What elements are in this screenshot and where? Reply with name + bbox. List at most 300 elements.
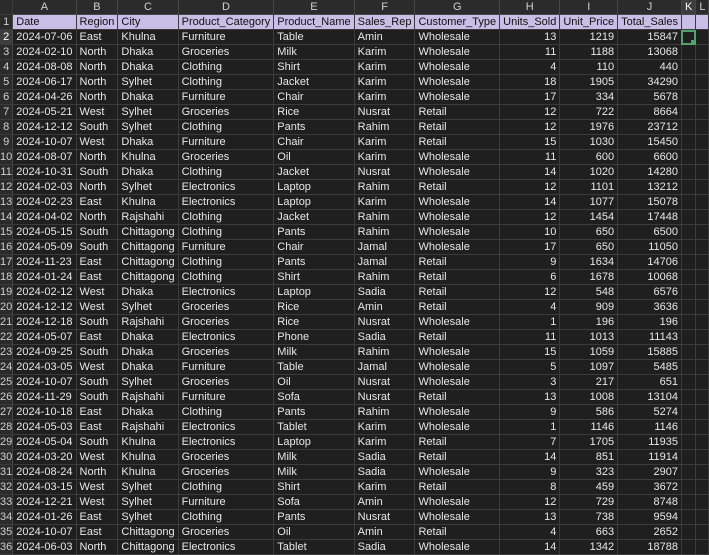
cell-c34[interactable]: Sylhet <box>118 510 178 525</box>
cell-h2[interactable]: 13 <box>500 30 560 45</box>
cell-j32[interactable]: 3672 <box>618 480 682 495</box>
row-header[interactable]: 31 <box>0 466 13 478</box>
column-header-j[interactable]: J <box>618 0 682 15</box>
cell-l32[interactable] <box>696 480 709 495</box>
cell-b25[interactable]: South <box>76 375 118 390</box>
cell-l24[interactable] <box>696 360 709 375</box>
cell-d12[interactable]: Electronics <box>178 180 274 195</box>
cell-k36[interactable] <box>681 540 695 555</box>
cell-h31[interactable]: 9 <box>500 465 560 480</box>
cell-b19[interactable]: West <box>76 285 118 300</box>
cell-j19[interactable]: 6576 <box>618 285 682 300</box>
cell-a28[interactable]: 2024-05-03 <box>13 420 76 435</box>
cell-d14[interactable]: Clothing <box>178 210 274 225</box>
cell-h30[interactable]: 14 <box>500 450 560 465</box>
cell-i4[interactable]: 110 <box>560 60 618 75</box>
column-header-e[interactable]: E <box>274 0 354 15</box>
cell-g36[interactable]: Wholesale <box>415 540 500 555</box>
cell-c12[interactable]: Sylhet <box>118 180 178 195</box>
cell-f17[interactable]: Jamal <box>354 255 415 270</box>
cell-j9[interactable]: 15450 <box>618 135 682 150</box>
cell-h21[interactable]: 1 <box>500 315 560 330</box>
cell-i1[interactable]: Unit_Price <box>560 15 618 30</box>
row-header[interactable]: 9 <box>0 135 13 150</box>
cell-d24[interactable]: Furniture <box>178 360 274 375</box>
cell-e22[interactable]: Phone <box>274 330 354 345</box>
cell-c28[interactable]: Rajshahi <box>118 420 178 435</box>
cell-f23[interactable]: Rahim <box>354 345 415 360</box>
cell-d10[interactable]: Groceries <box>178 150 274 165</box>
cell-i29[interactable]: 1705 <box>560 435 618 450</box>
cell-f1[interactable]: Sales_Rep <box>354 15 415 30</box>
cell-h20[interactable]: 4 <box>500 300 560 315</box>
cell-k28[interactable] <box>681 420 695 435</box>
cell-a2[interactable]: 2024-07-06 <box>13 30 76 45</box>
cell-a32[interactable]: 2024-03-15 <box>13 480 76 495</box>
cell-f12[interactable]: Rahim <box>354 180 415 195</box>
cell-l20[interactable] <box>696 300 709 315</box>
cell-b14[interactable]: North <box>76 210 118 225</box>
cell-d23[interactable]: Groceries <box>178 345 274 360</box>
cell-g22[interactable]: Retail <box>415 330 500 345</box>
cell-h18[interactable]: 6 <box>500 270 560 285</box>
cell-h15[interactable]: 10 <box>500 225 560 240</box>
cell-j35[interactable]: 2652 <box>618 525 682 540</box>
cell-h23[interactable]: 15 <box>500 345 560 360</box>
cell-j14[interactable]: 17448 <box>618 210 682 225</box>
cell-k8[interactable] <box>681 120 695 135</box>
cell-g16[interactable]: Wholesale <box>415 240 500 255</box>
cell-e30[interactable]: Milk <box>274 450 354 465</box>
cell-h7[interactable]: 12 <box>500 105 560 120</box>
cell-f32[interactable]: Karim <box>354 480 415 495</box>
cell-k11[interactable] <box>681 165 695 180</box>
cell-b8[interactable]: South <box>76 120 118 135</box>
cell-a12[interactable]: 2024-02-03 <box>13 180 76 195</box>
cell-l10[interactable] <box>696 150 709 165</box>
cell-k31[interactable] <box>681 465 695 480</box>
cell-k6[interactable] <box>681 90 695 105</box>
cell-d5[interactable]: Clothing <box>178 75 274 90</box>
cell-i18[interactable]: 1678 <box>560 270 618 285</box>
cell-f9[interactable]: Karim <box>354 135 415 150</box>
cell-b29[interactable]: South <box>76 435 118 450</box>
cell-b5[interactable]: North <box>76 75 118 90</box>
cell-e25[interactable]: Oil <box>274 375 354 390</box>
cell-d34[interactable]: Clothing <box>178 510 274 525</box>
cell-g3[interactable]: Wholesale <box>415 45 500 60</box>
cell-b34[interactable]: East <box>76 510 118 525</box>
cell-b27[interactable]: East <box>76 405 118 420</box>
cell-k12[interactable] <box>681 180 695 195</box>
cell-g1[interactable]: Customer_Type <box>415 15 500 30</box>
cell-b2[interactable]: East <box>76 30 118 45</box>
cell-b17[interactable]: East <box>76 255 118 270</box>
cell-l1[interactable] <box>696 15 709 30</box>
cell-f10[interactable]: Karim <box>354 150 415 165</box>
cell-j17[interactable]: 14706 <box>618 255 682 270</box>
cell-i26[interactable]: 1008 <box>560 390 618 405</box>
cell-a31[interactable]: 2024-08-24 <box>13 465 76 480</box>
cell-k15[interactable] <box>681 225 695 240</box>
cell-j24[interactable]: 5485 <box>618 360 682 375</box>
cell-e20[interactable]: Rice <box>274 300 354 315</box>
cell-d30[interactable]: Groceries <box>178 450 274 465</box>
row-header[interactable]: 17 <box>0 256 13 268</box>
cell-k7[interactable] <box>681 105 695 120</box>
cell-h24[interactable]: 5 <box>500 360 560 375</box>
cell-g32[interactable]: Retail <box>415 480 500 495</box>
cell-k24[interactable] <box>681 360 695 375</box>
cell-g4[interactable]: Wholesale <box>415 60 500 75</box>
cell-l14[interactable] <box>696 210 709 225</box>
cell-h6[interactable]: 17 <box>500 90 560 105</box>
cell-c25[interactable]: Sylhet <box>118 375 178 390</box>
cell-j18[interactable]: 10068 <box>618 270 682 285</box>
cell-b4[interactable]: North <box>76 60 118 75</box>
cell-f34[interactable]: Nusrat <box>354 510 415 525</box>
cell-c33[interactable]: Sylhet <box>118 495 178 510</box>
cell-i20[interactable]: 909 <box>560 300 618 315</box>
cell-g35[interactable]: Retail <box>415 525 500 540</box>
cell-a1[interactable]: Date <box>13 15 76 30</box>
row-header[interactable]: 5 <box>0 75 13 90</box>
row-header[interactable]: 33 <box>0 496 13 508</box>
cell-e29[interactable]: Laptop <box>274 435 354 450</box>
row-header[interactable]: 13 <box>0 196 13 208</box>
cell-a23[interactable]: 2024-09-25 <box>13 345 76 360</box>
cell-e5[interactable]: Jacket <box>274 75 354 90</box>
cell-k22[interactable] <box>681 330 695 345</box>
cell-k26[interactable] <box>681 390 695 405</box>
cell-j34[interactable]: 9594 <box>618 510 682 525</box>
row-header[interactable]: 2 <box>0 30 13 45</box>
cell-j23[interactable]: 15885 <box>618 345 682 360</box>
cell-h9[interactable]: 15 <box>500 135 560 150</box>
cell-l9[interactable] <box>696 135 709 150</box>
cell-g13[interactable]: Wholesale <box>415 195 500 210</box>
cell-j6[interactable]: 5678 <box>618 90 682 105</box>
cell-l19[interactable] <box>696 285 709 300</box>
cell-l30[interactable] <box>696 450 709 465</box>
cell-d36[interactable]: Electronics <box>178 540 274 555</box>
column-header-g[interactable]: G <box>415 0 500 15</box>
cell-a22[interactable]: 2024-05-07 <box>13 330 76 345</box>
cell-l33[interactable] <box>696 495 709 510</box>
cell-e14[interactable]: Jacket <box>274 210 354 225</box>
cell-c4[interactable]: Dhaka <box>118 60 178 75</box>
cell-c17[interactable]: Chittagong <box>118 255 178 270</box>
cell-b9[interactable]: West <box>76 135 118 150</box>
cell-a5[interactable]: 2024-06-17 <box>13 75 76 90</box>
cell-l5[interactable] <box>696 75 709 90</box>
cell-k27[interactable] <box>681 405 695 420</box>
cell-h8[interactable]: 12 <box>500 120 560 135</box>
cell-j20[interactable]: 3636 <box>618 300 682 315</box>
cell-h16[interactable]: 17 <box>500 240 560 255</box>
column-header-i[interactable]: I <box>560 0 618 15</box>
cell-i9[interactable]: 1030 <box>560 135 618 150</box>
cell-d33[interactable]: Furniture <box>178 495 274 510</box>
cell-g20[interactable]: Retail <box>415 300 500 315</box>
cell-f27[interactable]: Rahim <box>354 405 415 420</box>
cell-h13[interactable]: 14 <box>500 195 560 210</box>
cell-a30[interactable]: 2024-03-20 <box>13 450 76 465</box>
cell-c32[interactable]: Sylhet <box>118 480 178 495</box>
cell-f36[interactable]: Sadia <box>354 540 415 555</box>
cell-i5[interactable]: 1905 <box>560 75 618 90</box>
cell-k32[interactable] <box>681 480 695 495</box>
cell-h35[interactable]: 4 <box>500 525 560 540</box>
cell-i8[interactable]: 1976 <box>560 120 618 135</box>
cell-j21[interactable]: 196 <box>618 315 682 330</box>
cell-a9[interactable]: 2024-10-07 <box>13 135 76 150</box>
cell-b36[interactable]: North <box>76 540 118 555</box>
cell-h34[interactable]: 13 <box>500 510 560 525</box>
cell-d21[interactable]: Groceries <box>178 315 274 330</box>
cell-l28[interactable] <box>696 420 709 435</box>
column-header-c[interactable]: C <box>118 0 178 15</box>
cell-b31[interactable]: North <box>76 465 118 480</box>
cell-e26[interactable]: Sofa <box>274 390 354 405</box>
cell-i36[interactable]: 1342 <box>560 540 618 555</box>
cell-b1[interactable]: Region <box>76 15 118 30</box>
row-header[interactable]: 35 <box>0 526 13 538</box>
cell-g9[interactable]: Retail <box>415 135 500 150</box>
cell-b26[interactable]: South <box>76 390 118 405</box>
cell-l34[interactable] <box>696 510 709 525</box>
row-header[interactable]: 6 <box>0 90 13 105</box>
cell-a6[interactable]: 2024-04-26 <box>13 90 76 105</box>
cell-e7[interactable]: Rice <box>274 105 354 120</box>
cell-c18[interactable]: Chittagong <box>118 270 178 285</box>
cell-a36[interactable]: 2024-06-03 <box>13 540 76 555</box>
cell-d27[interactable]: Clothing <box>178 405 274 420</box>
cell-k25[interactable] <box>681 375 695 390</box>
cell-h25[interactable]: 3 <box>500 375 560 390</box>
cell-b7[interactable]: West <box>76 105 118 120</box>
cell-e4[interactable]: Shirt <box>274 60 354 75</box>
cell-i25[interactable]: 217 <box>560 375 618 390</box>
cell-e16[interactable]: Chair <box>274 240 354 255</box>
cell-j26[interactable]: 13104 <box>618 390 682 405</box>
cell-k30[interactable] <box>681 450 695 465</box>
cell-d4[interactable]: Clothing <box>178 60 274 75</box>
cell-a29[interactable]: 2024-05-04 <box>13 435 76 450</box>
row-header[interactable]: 4 <box>0 60 13 75</box>
row-header[interactable]: 24 <box>0 361 13 373</box>
cell-f7[interactable]: Nusrat <box>354 105 415 120</box>
cell-e23[interactable]: Milk <box>274 345 354 360</box>
cell-e11[interactable]: Jacket <box>274 165 354 180</box>
cell-k5[interactable] <box>681 75 695 90</box>
cell-b16[interactable]: South <box>76 240 118 255</box>
cell-j3[interactable]: 13068 <box>618 45 682 60</box>
cell-c2[interactable]: Khulna <box>118 30 178 45</box>
cell-i15[interactable]: 650 <box>560 225 618 240</box>
cell-l23[interactable] <box>696 345 709 360</box>
cell-f13[interactable]: Karim <box>354 195 415 210</box>
cell-g28[interactable]: Wholesale <box>415 420 500 435</box>
cell-h22[interactable]: 11 <box>500 330 560 345</box>
cell-d8[interactable]: Clothing <box>178 120 274 135</box>
cell-l7[interactable] <box>696 105 709 120</box>
cell-a4[interactable]: 2024-08-08 <box>13 60 76 75</box>
cell-f24[interactable]: Jamal <box>354 360 415 375</box>
cell-e36[interactable]: Tablet <box>274 540 354 555</box>
cell-c29[interactable]: Khulna <box>118 435 178 450</box>
cell-g33[interactable]: Wholesale <box>415 495 500 510</box>
row-header[interactable]: 18 <box>0 271 13 283</box>
cell-k34[interactable] <box>681 510 695 525</box>
cell-k18[interactable] <box>681 270 695 285</box>
cell-l26[interactable] <box>696 390 709 405</box>
cell-e33[interactable]: Sofa <box>274 495 354 510</box>
cell-l13[interactable] <box>696 195 709 210</box>
cell-g30[interactable]: Retail <box>415 450 500 465</box>
cell-l11[interactable] <box>696 165 709 180</box>
cell-a20[interactable]: 2024-12-12 <box>13 300 76 315</box>
cell-j4[interactable]: 440 <box>618 60 682 75</box>
cell-a26[interactable]: 2024-11-29 <box>13 390 76 405</box>
cell-e13[interactable]: Laptop <box>274 195 354 210</box>
cell-a34[interactable]: 2024-01-26 <box>13 510 76 525</box>
cell-f11[interactable]: Nusrat <box>354 165 415 180</box>
row-header[interactable]: 21 <box>0 316 13 328</box>
row-header[interactable]: 34 <box>0 511 13 523</box>
cell-l36[interactable] <box>696 540 709 555</box>
cell-b20[interactable]: West <box>76 300 118 315</box>
cell-i21[interactable]: 196 <box>560 315 618 330</box>
cell-f6[interactable]: Karim <box>354 90 415 105</box>
cell-i19[interactable]: 548 <box>560 285 618 300</box>
cell-j36[interactable]: 18788 <box>618 540 682 555</box>
column-header-k[interactable]: K <box>681 0 695 15</box>
cell-i6[interactable]: 334 <box>560 90 618 105</box>
cell-l25[interactable] <box>696 375 709 390</box>
cell-j11[interactable]: 14280 <box>618 165 682 180</box>
cell-c1[interactable]: City <box>118 15 178 30</box>
cell-a17[interactable]: 2024-11-23 <box>13 255 76 270</box>
cell-i23[interactable]: 1059 <box>560 345 618 360</box>
row-header[interactable]: 27 <box>0 406 13 418</box>
row-header[interactable]: 32 <box>0 481 13 493</box>
cell-c36[interactable]: Chittagong <box>118 540 178 555</box>
cell-i30[interactable]: 851 <box>560 450 618 465</box>
cell-f26[interactable]: Nusrat <box>354 390 415 405</box>
cell-f20[interactable]: Amin <box>354 300 415 315</box>
cell-k21[interactable] <box>681 315 695 330</box>
cell-f31[interactable]: Sadia <box>354 465 415 480</box>
cell-h12[interactable]: 12 <box>500 180 560 195</box>
cell-e35[interactable]: Oil <box>274 525 354 540</box>
cell-l35[interactable] <box>696 525 709 540</box>
cell-i34[interactable]: 738 <box>560 510 618 525</box>
cell-c35[interactable]: Chittagong <box>118 525 178 540</box>
column-header-h[interactable]: H <box>500 0 560 15</box>
cell-d35[interactable]: Groceries <box>178 525 274 540</box>
cell-j27[interactable]: 5274 <box>618 405 682 420</box>
cell-h3[interactable]: 11 <box>500 45 560 60</box>
cell-e27[interactable]: Pants <box>274 405 354 420</box>
cell-j15[interactable]: 6500 <box>618 225 682 240</box>
cell-g18[interactable]: Retail <box>415 270 500 285</box>
cell-b13[interactable]: East <box>76 195 118 210</box>
cell-g26[interactable]: Retail <box>415 390 500 405</box>
cell-e28[interactable]: Tablet <box>274 420 354 435</box>
cell-d13[interactable]: Electronics <box>178 195 274 210</box>
cell-c22[interactable]: Dhaka <box>118 330 178 345</box>
cell-h33[interactable]: 12 <box>500 495 560 510</box>
cell-b21[interactable]: South <box>76 315 118 330</box>
cell-e31[interactable]: Milk <box>274 465 354 480</box>
cell-b11[interactable]: South <box>76 165 118 180</box>
cell-a24[interactable]: 2024-03-05 <box>13 360 76 375</box>
cell-e15[interactable]: Pants <box>274 225 354 240</box>
row-header[interactable]: 20 <box>0 301 13 313</box>
cell-l3[interactable] <box>696 45 709 60</box>
cell-b15[interactable]: South <box>76 225 118 240</box>
cell-i17[interactable]: 1634 <box>560 255 618 270</box>
cell-b32[interactable]: West <box>76 480 118 495</box>
row-header[interactable]: 1 <box>0 15 13 30</box>
cell-f14[interactable]: Rahim <box>354 210 415 225</box>
cell-c8[interactable]: Sylhet <box>118 120 178 135</box>
cell-g24[interactable]: Wholesale <box>415 360 500 375</box>
row-header[interactable]: 7 <box>0 105 13 120</box>
cell-a15[interactable]: 2024-05-15 <box>13 225 76 240</box>
cell-c6[interactable]: Dhaka <box>118 90 178 105</box>
cell-e34[interactable]: Pants <box>274 510 354 525</box>
cell-l12[interactable] <box>696 180 709 195</box>
cell-l16[interactable] <box>696 240 709 255</box>
cell-e12[interactable]: Laptop <box>274 180 354 195</box>
row-header[interactable]: 11 <box>0 166 12 178</box>
cell-k33[interactable] <box>681 495 695 510</box>
cell-b18[interactable]: East <box>76 270 118 285</box>
cell-d19[interactable]: Electronics <box>178 285 274 300</box>
cell-d1[interactable]: Product_Category <box>178 15 274 30</box>
cell-k35[interactable] <box>681 525 695 540</box>
cell-k17[interactable] <box>681 255 695 270</box>
cell-a16[interactable]: 2024-05-09 <box>13 240 76 255</box>
cell-a3[interactable]: 2024-02-10 <box>13 45 76 60</box>
row-header[interactable]: 8 <box>0 120 13 135</box>
cell-d2[interactable]: Furniture <box>178 30 274 45</box>
cell-d22[interactable]: Electronics <box>178 330 274 345</box>
cell-g31[interactable]: Wholesale <box>415 465 500 480</box>
cell-l15[interactable] <box>696 225 709 240</box>
cell-k1[interactable] <box>681 15 695 30</box>
column-header-f[interactable]: F <box>354 0 415 15</box>
row-header[interactable]: 22 <box>0 331 13 343</box>
cell-d28[interactable]: Electronics <box>178 420 274 435</box>
cell-f18[interactable]: Rahim <box>354 270 415 285</box>
cell-b35[interactable]: East <box>76 525 118 540</box>
cell-f28[interactable]: Karim <box>354 420 415 435</box>
cell-e17[interactable]: Pants <box>274 255 354 270</box>
cell-j16[interactable]: 11050 <box>618 240 682 255</box>
cell-d16[interactable]: Furniture <box>178 240 274 255</box>
column-header-d[interactable]: D <box>178 0 274 15</box>
cell-j29[interactable]: 11935 <box>618 435 682 450</box>
cell-c27[interactable]: Dhaka <box>118 405 178 420</box>
cell-g17[interactable]: Retail <box>415 255 500 270</box>
cell-k13[interactable] <box>681 195 695 210</box>
cell-l18[interactable] <box>696 270 709 285</box>
cell-i32[interactable]: 459 <box>560 480 618 495</box>
cell-c9[interactable]: Dhaka <box>118 135 178 150</box>
